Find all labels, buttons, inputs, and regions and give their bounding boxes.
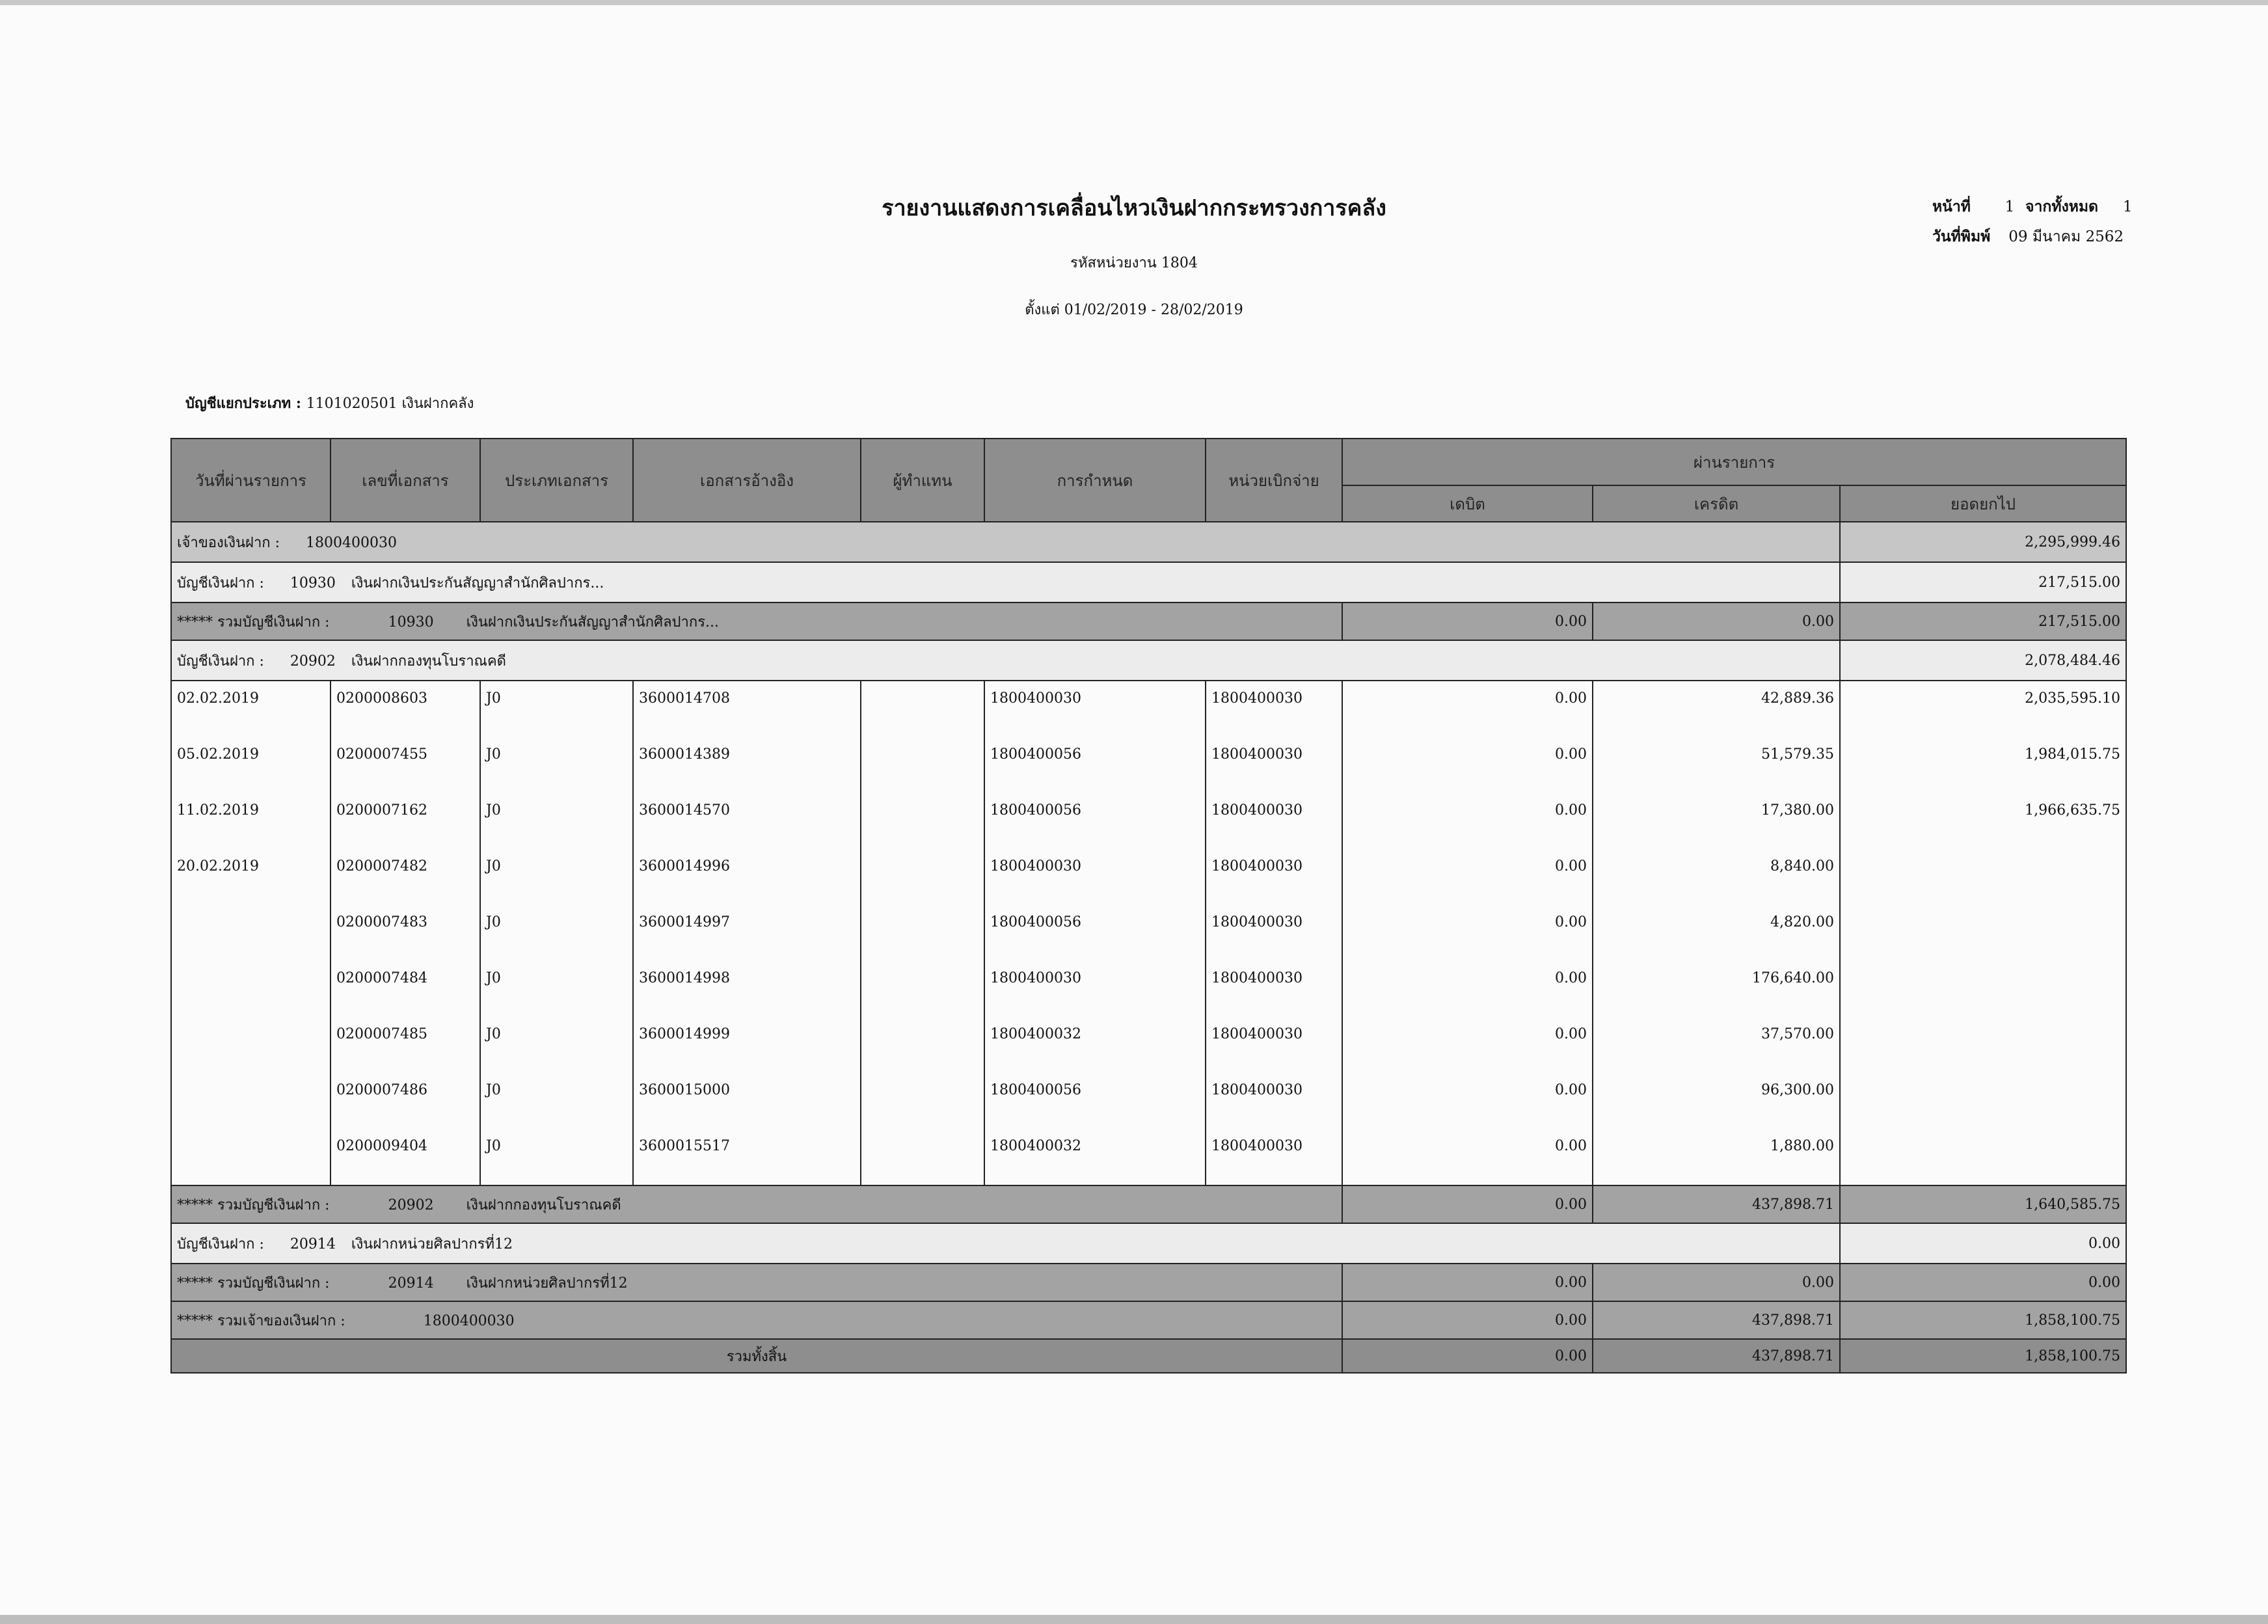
- cell-document-number: 0200008603: [331, 681, 480, 737]
- ledger-account-type: [185, 392, 474, 414]
- cell-posting-date: [171, 1129, 331, 1185]
- cell-debit: 0.00: [1342, 905, 1593, 961]
- cell-balance: 2,035,595.10: [1840, 681, 2126, 737]
- subtotal-code: 20914: [388, 1275, 434, 1292]
- table-row: [171, 849, 2126, 905]
- owner-row: [171, 522, 2126, 562]
- report-title: รายงานแสดงการเคลื่อนไหวเงินฝากกระทรวงการคลัง: [882, 195, 1386, 221]
- period-line: ตั้งแต่ 01/02/2019 - 28/02/2019: [1025, 302, 1243, 318]
- cell-balance: [1840, 1017, 2126, 1073]
- subtotal-code: 20902: [388, 1197, 434, 1213]
- col-balance: ยอดยกไป: [1840, 485, 2126, 522]
- cell-proxy: [861, 961, 984, 1017]
- cell-document-type: J0: [480, 961, 633, 1017]
- subtotal-debit: 0.00: [1342, 1264, 1593, 1301]
- cell-document-number: 0200007482: [331, 849, 480, 905]
- cell-document-type: J0: [480, 681, 633, 737]
- cell-debit: 0.00: [1342, 1073, 1593, 1129]
- cell-balance: 1,966,635.75: [1840, 793, 2126, 849]
- page-label: หน้าที่: [1932, 198, 1971, 215]
- cell-reference-document: 3600014999: [633, 1017, 861, 1073]
- cell-credit: 17,380.00: [1593, 793, 1840, 849]
- cell-document-type: J0: [480, 1073, 633, 1129]
- table-row: [171, 961, 2126, 1017]
- cell-assignment: 1800400056: [984, 905, 1206, 961]
- cell-balance: [1840, 1129, 2126, 1185]
- cell-posting-date: [171, 961, 331, 1017]
- subtotal-balance: 0.00: [1840, 1264, 2126, 1301]
- col-assignment: การกำหนด: [984, 439, 1206, 522]
- cell-assignment: 1800400032: [984, 1017, 1206, 1073]
- account-name: เงินฝากกองทุนโบราณคดี: [351, 653, 506, 670]
- owner-total-debit: 0.00: [1342, 1301, 1593, 1339]
- cell-disbursing-unit: 1800400030: [1206, 1073, 1342, 1129]
- cell-debit: 0.00: [1342, 737, 1593, 793]
- cell-document-type: J0: [480, 793, 633, 849]
- cell-posting-date: 20.02.2019: [171, 849, 331, 905]
- owner-total-label: ***** รวมเจ้าของเงินฝาก :: [177, 1312, 345, 1329]
- cell-document-type: J0: [480, 1017, 633, 1073]
- cell-reference-document: 3600014708: [633, 681, 861, 737]
- account-code: 10930: [290, 575, 336, 591]
- col-posting-date: วันที่ผ่านรายการ: [171, 439, 331, 522]
- cell-posting-date: [171, 1017, 331, 1073]
- cell-document-number: 0200007162: [331, 793, 480, 849]
- cell-reference-document: 3600014570: [633, 793, 861, 849]
- subtotal-name: เงินฝากหน่วยศิลปากรที่12: [466, 1275, 628, 1292]
- cell-document-number: 0200007486: [331, 1073, 480, 1129]
- account-row-10930: [171, 562, 2126, 602]
- cell-proxy: [861, 905, 984, 961]
- account-balance: 2,078,484.46: [1840, 640, 2126, 681]
- subtotal-credit: 0.00: [1593, 1264, 1840, 1301]
- subtotal-row-20914: [171, 1264, 2126, 1301]
- cell-assignment: 1800400056: [984, 737, 1206, 793]
- cell-document-number: 0200009404: [331, 1129, 480, 1185]
- cell-posting-date: [171, 905, 331, 961]
- col-credit: เครดิต: [1593, 485, 1840, 522]
- cell-document-number: 0200007485: [331, 1017, 480, 1073]
- page-info: [1932, 195, 2133, 255]
- table-row: [171, 1073, 2126, 1129]
- subtotal-label: ***** รวมบัญชีเงินฝาก :: [177, 1275, 330, 1292]
- cell-disbursing-unit: 1800400030: [1206, 849, 1342, 905]
- cell-credit: 8,840.00: [1593, 849, 1840, 905]
- account-name: เงินฝากเงินประกันสัญญาสำนักศิลปากร...: [351, 575, 604, 591]
- cell-assignment: 1800400030: [984, 849, 1206, 905]
- cell-document-type: J0: [480, 905, 633, 961]
- cell-proxy: [861, 1017, 984, 1073]
- cell-document-number: 0200007455: [331, 737, 480, 793]
- cell-reference-document: 3600014389: [633, 737, 861, 793]
- owner-balance: 2,295,999.46: [1840, 522, 2126, 562]
- cell-credit: 37,570.00: [1593, 1017, 1840, 1073]
- owner-total-balance: 1,858,100.75: [1840, 1301, 2126, 1339]
- print-date-label: วันที่พิมพ์: [1932, 228, 1991, 245]
- cell-debit: 0.00: [1342, 961, 1593, 1017]
- cell-proxy: [861, 793, 984, 849]
- cell-credit: 51,579.35: [1593, 737, 1840, 793]
- cell-reference-document: 3600015000: [633, 1073, 861, 1129]
- cell-assignment: 1800400030: [984, 681, 1206, 737]
- cell-disbursing-unit: 1800400030: [1206, 1129, 1342, 1185]
- cell-posting-date: 02.02.2019: [171, 681, 331, 737]
- cell-assignment: 1800400030: [984, 961, 1206, 1017]
- account-label: บัญชีเงินฝาก :: [177, 575, 264, 591]
- cell-assignment: 1800400056: [984, 1073, 1206, 1129]
- cell-debit: 0.00: [1342, 681, 1593, 737]
- subtotal-debit: 0.00: [1342, 602, 1593, 640]
- col-disbursing-unit: หน่วยเบิกจ่าย: [1206, 439, 1342, 522]
- col-group-posting: ผ่านรายการ: [1342, 439, 2126, 485]
- col-document-type: ประเภทเอกสาร: [480, 439, 633, 522]
- grand-total-balance: 1,858,100.75: [1840, 1339, 2126, 1373]
- cell-credit: 1,880.00: [1593, 1129, 1840, 1185]
- table-row: [171, 1017, 2126, 1073]
- cell-debit: 0.00: [1342, 1129, 1593, 1185]
- grand-total-debit: 0.00: [1342, 1339, 1593, 1373]
- cell-credit: 42,889.36: [1593, 681, 1840, 737]
- subtotal-balance: 217,515.00: [1840, 602, 2126, 640]
- cell-proxy: [861, 1073, 984, 1129]
- scan-edge-top: [0, 0, 2268, 5]
- account-balance: 0.00: [1840, 1223, 2126, 1264]
- page-value: 1: [2005, 198, 2015, 215]
- total-pages-value: 1: [2123, 198, 2133, 215]
- table-row: [171, 1129, 2126, 1185]
- cell-balance: [1840, 849, 2126, 905]
- cell-reference-document: 3600014996: [633, 849, 861, 905]
- ledger-account-label: บัญชีแยกประเภท :: [185, 395, 301, 412]
- cell-posting-date: 05.02.2019: [171, 737, 331, 793]
- owner-total-row: [171, 1301, 2126, 1339]
- subtotal-row-20902: [171, 1185, 2126, 1223]
- subtotal-row-10930: [171, 602, 2126, 640]
- cell-debit: 0.00: [1342, 1017, 1593, 1073]
- cell-disbursing-unit: 1800400030: [1206, 793, 1342, 849]
- col-document-number: เลขที่เอกสาร: [331, 439, 480, 522]
- owner-total-credit: 437,898.71: [1593, 1301, 1840, 1339]
- cell-proxy: [861, 681, 984, 737]
- account-balance: 217,515.00: [1840, 562, 2126, 602]
- cell-debit: 0.00: [1342, 849, 1593, 905]
- cell-proxy: [861, 737, 984, 793]
- table-row: [171, 737, 2126, 793]
- ledger-account-value: 1101020501 เงินฝากคลัง: [306, 396, 474, 412]
- detail-rows: [171, 681, 2126, 1185]
- total-pages-label: จากทั้งหมด: [2025, 198, 2098, 215]
- account-code: 20914: [290, 1236, 336, 1252]
- grand-total-label: รวมทั้งสิ้น: [171, 1339, 1342, 1373]
- cell-reference-document: 3600015517: [633, 1129, 861, 1185]
- subtotal-name: เงินฝากกองทุนโบราณคดี: [466, 1197, 621, 1213]
- account-label: บัญชีเงินฝาก :: [177, 653, 264, 670]
- owner-code: 1800400030: [306, 534, 398, 551]
- account-code: 20902: [290, 653, 336, 670]
- cell-debit: 0.00: [1342, 793, 1593, 849]
- cell-proxy: [861, 1129, 984, 1185]
- subtotal-label: ***** รวมบัญชีเงินฝาก :: [177, 1197, 330, 1213]
- subtotal-debit: 0.00: [1342, 1185, 1593, 1223]
- cell-reference-document: 3600014998: [633, 961, 861, 1017]
- cell-credit: 96,300.00: [1593, 1073, 1840, 1129]
- subtotal-label: ***** รวมบัญชีเงินฝาก :: [177, 614, 330, 630]
- table-row: [171, 681, 2126, 737]
- cell-document-type: J0: [480, 849, 633, 905]
- subtotal-credit: 437,898.71: [1593, 1185, 1840, 1223]
- cell-document-type: J0: [480, 737, 633, 793]
- subtotal-balance: 1,640,585.75: [1840, 1185, 2126, 1223]
- account-label: บัญชีเงินฝาก :: [177, 1236, 264, 1252]
- unit-code-line: รหัสหน่วยงาน 1804: [1070, 255, 1198, 271]
- table-header-row: [171, 439, 2126, 485]
- cell-posting-date: 11.02.2019: [171, 793, 331, 849]
- col-proxy: ผู้ทำแทน: [861, 439, 984, 522]
- cell-balance: 1,984,015.75: [1840, 737, 2126, 793]
- subtotal-credit: 0.00: [1593, 602, 1840, 640]
- subtotal-name: เงินฝากเงินประกันสัญญาสำนักศิลปากร...: [466, 614, 719, 630]
- table-row: [171, 905, 2126, 961]
- cell-proxy: [861, 849, 984, 905]
- account-row-20914: [171, 1223, 2126, 1264]
- cell-disbursing-unit: 1800400030: [1206, 961, 1342, 1017]
- owner-label: เจ้าของเงินฝาก :: [177, 534, 280, 551]
- table-row: [171, 793, 2126, 849]
- cell-disbursing-unit: 1800400030: [1206, 905, 1342, 961]
- cell-document-number: 0200007483: [331, 905, 480, 961]
- cell-balance: [1840, 1073, 2126, 1129]
- cell-credit: 4,820.00: [1593, 905, 1840, 961]
- owner-total-code: 1800400030: [423, 1312, 515, 1329]
- subtotal-code: 10930: [388, 614, 434, 630]
- cell-assignment: 1800400032: [984, 1129, 1206, 1185]
- deposit-movement-table: [170, 438, 2127, 1374]
- account-name: เงินฝากหน่วยศิลปากรที่12: [351, 1236, 513, 1252]
- col-reference-document: เอกสารอ้างอิง: [633, 439, 861, 522]
- cell-assignment: 1800400056: [984, 793, 1206, 849]
- print-date-value: 09 มีนาคม 2562: [2008, 228, 2124, 245]
- cell-balance: [1840, 905, 2126, 961]
- grand-total-row: [171, 1339, 2126, 1373]
- grand-total-credit: 437,898.71: [1593, 1339, 1840, 1373]
- cell-document-number: 0200007484: [331, 961, 480, 1017]
- cell-disbursing-unit: 1800400030: [1206, 737, 1342, 793]
- cell-posting-date: [171, 1073, 331, 1129]
- cell-credit: 176,640.00: [1593, 961, 1840, 1017]
- cell-reference-document: 3600014997: [633, 905, 861, 961]
- col-debit: เดบิต: [1342, 485, 1593, 522]
- account-row-20902: [171, 640, 2126, 681]
- scan-edge-bottom: [0, 1615, 2268, 1624]
- cell-disbursing-unit: 1800400030: [1206, 681, 1342, 737]
- cell-balance: [1840, 961, 2126, 1017]
- cell-disbursing-unit: 1800400030: [1206, 1017, 1342, 1073]
- cell-document-type: J0: [480, 1129, 633, 1185]
